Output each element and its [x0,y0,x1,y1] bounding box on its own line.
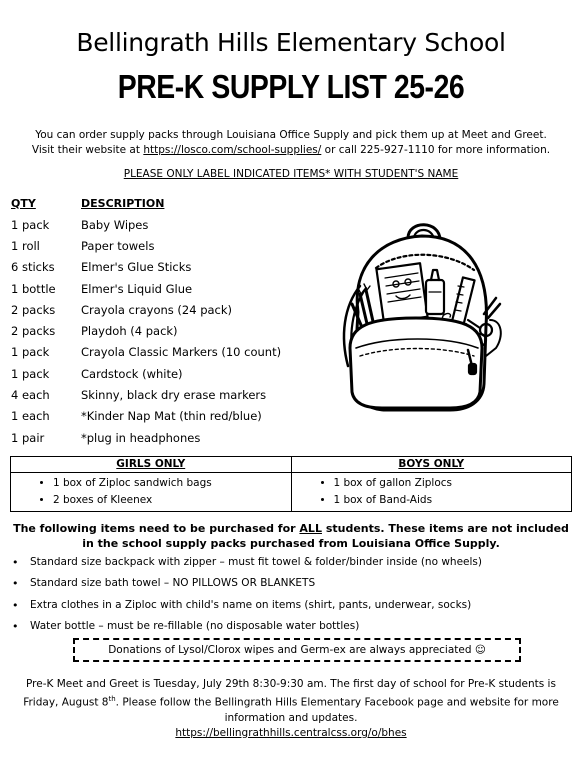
boys-header: BOYS ONLY [292,457,572,473]
school-name: Bellingrath Hills Elementary School [76,28,506,57]
required-part-2: students. These items are not included in the school supply packs purchased from Louisiana Office Supply. [82,522,569,550]
description-header: DESCRIPTION [81,196,165,210]
required-item: • Standard size bath towel – NO PILLOWS OR BLANKETS [12,573,482,594]
supply-row [11,406,311,427]
supply-row [11,299,311,320]
supply-description: Skinny, black dry erase markers [81,388,267,403]
girls-item: • 1 box of Ziploc sandwich bags [53,475,291,492]
supply-qty: 4 each [11,388,50,403]
girls-header: GIRLS ONLY [11,457,291,473]
intro-text [10,128,572,158]
losco-link[interactable]: https://losco.com/school-supplies/ [143,144,322,156]
supply-row [11,363,311,384]
girls-boys-table [10,456,572,512]
required-item: • Water bottle – must be re-fillable (no disposable water bottles) [12,616,482,637]
supply-qty: 2 packs [11,324,56,339]
supply-row [11,278,311,299]
supply-qty: 1 pack [11,217,50,232]
supply-description: Elmer's Liquid Glue [81,281,193,296]
required-item: • Extra clothes in a Ziploc with child's name on items (shirt, pants, underwear, socks) [12,595,482,616]
intro-line-1: You can order supply packs through Louisiana Office Supply and pick them up at Meet and Greet. [35,129,547,141]
supply-row [11,257,311,278]
required-items-list [12,552,482,637]
supply-rows [11,214,311,448]
footer-text [8,677,574,741]
supply-row [11,320,311,341]
intro-text-after-link: or call 225-927-1110 for more information. [324,144,551,156]
supply-description: Paper towels [81,238,155,253]
supply-row [11,235,311,256]
backpack-icon [330,216,506,414]
label-notice: PLEASE ONLY LABEL INDICATED ITEMS* WITH STUDENT'S NAME [123,168,459,180]
supply-description: *plug in headphones [81,430,201,445]
required-item: • Standard size backpack with zipper – must fit towel & folder/binder inside (no wheels) [12,552,482,573]
supply-description: Playdoh (4 pack) [81,324,178,339]
boys-column [291,457,572,511]
supply-table [11,192,311,448]
supply-row [11,384,311,405]
page-title: PRE-K SUPPLY LIST 25-26 [117,68,465,105]
intro-text-before-link: Visit their website at [31,144,140,156]
intro-line-2 [10,143,572,158]
supply-qty: 1 roll [11,238,40,253]
supply-description: Crayola Classic Markers (10 count) [81,345,282,360]
required-all: ALL [299,522,322,535]
boys-list [292,475,572,509]
girls-item: • 2 boxes of Kleenex [53,492,291,509]
boys-item: • 1 box of gallon Ziplocs [334,475,572,492]
donations-box: Donations of Lysol/Clorox wipes and Germ-ex are always appreciated ☺ [73,638,521,662]
required-part-1: The following items need to be purchased for [13,522,296,535]
supply-description: Baby Wipes [81,217,149,232]
supply-qty: 2 packs [11,302,56,317]
supply-table-header [11,192,311,214]
supply-description: Cardstock (white) [81,366,183,381]
supply-description: Elmer's Glue Sticks [81,260,192,275]
supply-row [11,214,311,235]
supply-qty: 1 pack [11,366,50,381]
footer-superscript: th [108,695,116,703]
supply-qty: 6 sticks [11,260,55,275]
girls-column [11,457,291,511]
supply-row [11,342,311,363]
girls-list [11,475,291,509]
supply-row [11,427,311,448]
supply-qty: 1 pair [11,430,45,445]
footer-text-part-2: . Please follow the Bellingrath Hills Elementary Facebook page and website for more information and updates. [115,696,559,724]
boys-item: • 1 box of Band-Aids [334,492,572,509]
footer-text-part-1: Pre-K Meet and Greet is Tuesday, July 29th 8:30-9:30 am. The first day of school for Pre-K students is Friday, August 8 [23,678,556,709]
supply-qty: 1 each [11,409,50,424]
supply-description: *Kinder Nap Mat (thin red/blue) [81,409,262,424]
required-items-heading [6,521,576,551]
school-website-link[interactable]: https://bellingrathhills.centralcss.org/o/bhes [175,726,407,739]
supply-description: Crayola crayons (24 pack) [81,302,233,317]
supply-qty: 1 bottle [11,281,56,296]
supply-qty: 1 pack [11,345,50,360]
qty-header: QTY [11,196,36,210]
